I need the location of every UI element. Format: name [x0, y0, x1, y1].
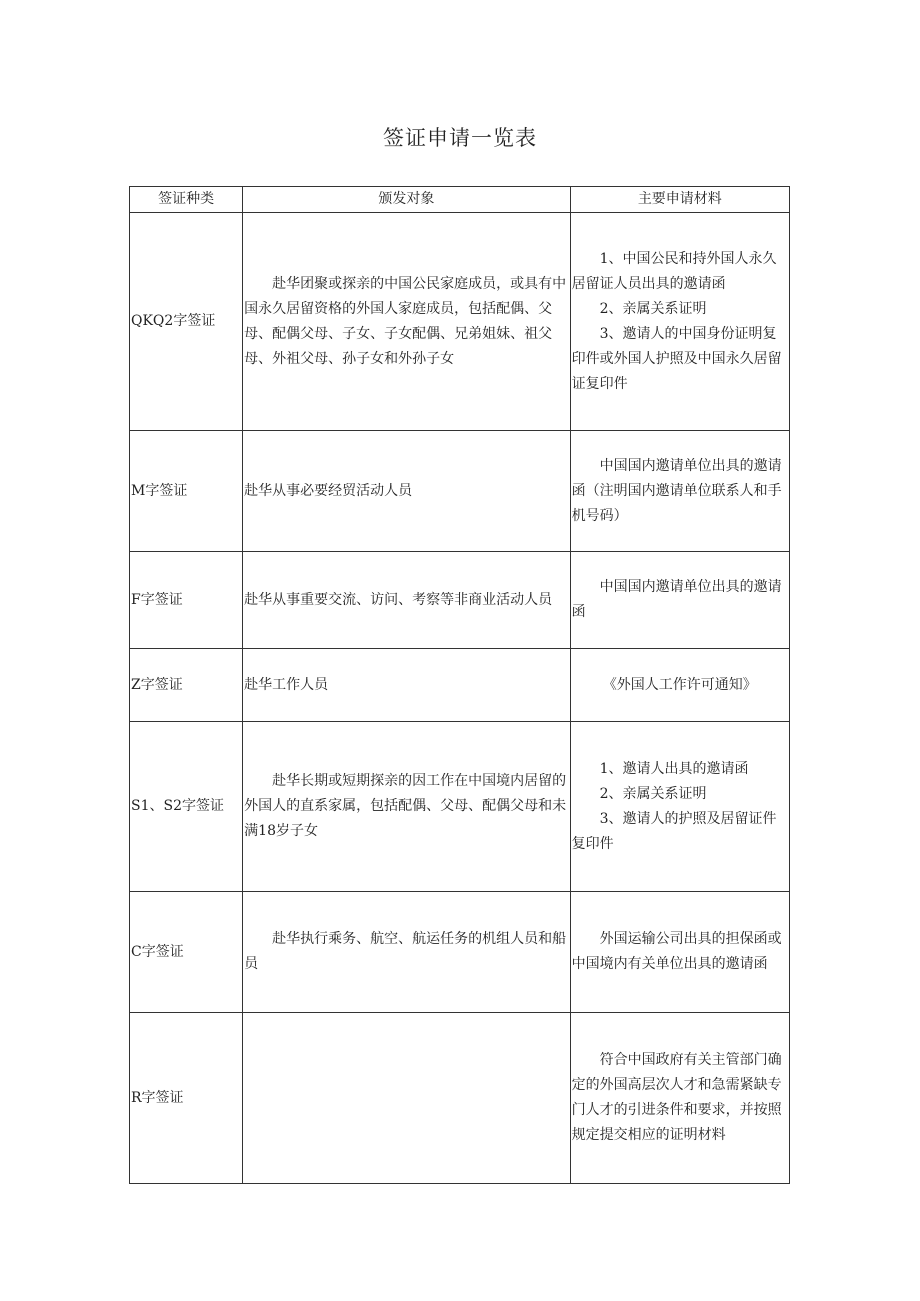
page-title: 签证申请一览表 [383, 126, 537, 150]
material-item: 符合中国政府有关主管部门确定的外国高层次人才和急需紧缺专门人才的引进条件和要求，并按照规定提交相应的证明材料 [571, 1052, 782, 1143]
table-row [130, 649, 790, 722]
target-cell: 赴华执行乘务、航空、航运任务的机组人员和船员 [243, 892, 570, 1013]
materials-cell [570, 722, 789, 892]
materials-cell [570, 649, 789, 722]
table-row [130, 892, 790, 1013]
material-item: 3、邀请人的中国身份证明复印件或外国人护照及中国永久居留证复印件 [571, 325, 782, 392]
header-visa-type: 签证种类 [130, 187, 243, 213]
visa-table [129, 186, 790, 1184]
target-cell: 赴华工作人员 [243, 649, 570, 722]
table-row [130, 552, 790, 649]
visa-type-cell: Z字签证 [130, 649, 243, 722]
materials-cell [570, 1013, 789, 1184]
material-item: 外国运输公司出具的担保函或中国境内有关单位出具的邀请函 [571, 931, 782, 972]
material-item: 3、邀请人的护照及居留证件复印件 [571, 810, 777, 852]
table-row [130, 213, 790, 431]
visa-type-cell: QKQ2字签证 [130, 213, 243, 431]
materials-cell [570, 552, 789, 649]
target-cell: 赴华长期或短期探亲的因工作在中国境内居留的外国人的直系家属，包括配偶、父母、配偶父母和未满18岁子女 [243, 722, 570, 892]
visa-type-cell: C字签证 [130, 892, 243, 1013]
header-row [130, 187, 790, 213]
materials-cell [570, 892, 789, 1013]
target-cell [243, 1013, 570, 1184]
material-item: 2、亲属关系证明 [599, 300, 707, 317]
material-item: 《外国人工作许可通知》 [602, 676, 757, 693]
visa-type-cell: R字签证 [130, 1013, 243, 1184]
materials-cell [570, 213, 789, 431]
table-row [130, 722, 790, 892]
material-item: 2、亲属关系证明 [599, 785, 707, 802]
visa-type-cell: F字签证 [130, 552, 243, 649]
table-row [130, 431, 790, 552]
target-cell: 赴华从事重要交流、访问、考察等非商业活动人员 [243, 552, 570, 649]
material-item: 中国国内邀请单位出具的邀请函 [571, 579, 782, 620]
material-item: 1、中国公民和持外国人永久居留证人员出具的邀请函 [571, 250, 777, 292]
visa-type-cell: M字签证 [130, 431, 243, 552]
target-cell: 赴华团聚或探亲的中国公民家庭成员，或具有中国永久居留资格的外国人家庭成员，包括配偶、父母、配偶父母、子女、子女配偶、兄弟姐妹、祖父母、外祖父母、孙子女和外孙子女 [243, 213, 570, 431]
material-item: 中国国内邀请单位出具的邀请函（注明国内邀请单位联系人和手机号码） [571, 457, 782, 524]
visa-type-cell: S1、S2字签证 [130, 722, 243, 892]
header-materials: 主要申请材料 [570, 187, 789, 213]
materials-cell [570, 431, 789, 552]
table-row [130, 1013, 790, 1184]
header-target: 颁发对象 [243, 187, 570, 213]
target-cell: 赴华从事必要经贸活动人员 [243, 431, 570, 552]
material-item: 1、邀请人出具的邀请函 [599, 760, 749, 777]
